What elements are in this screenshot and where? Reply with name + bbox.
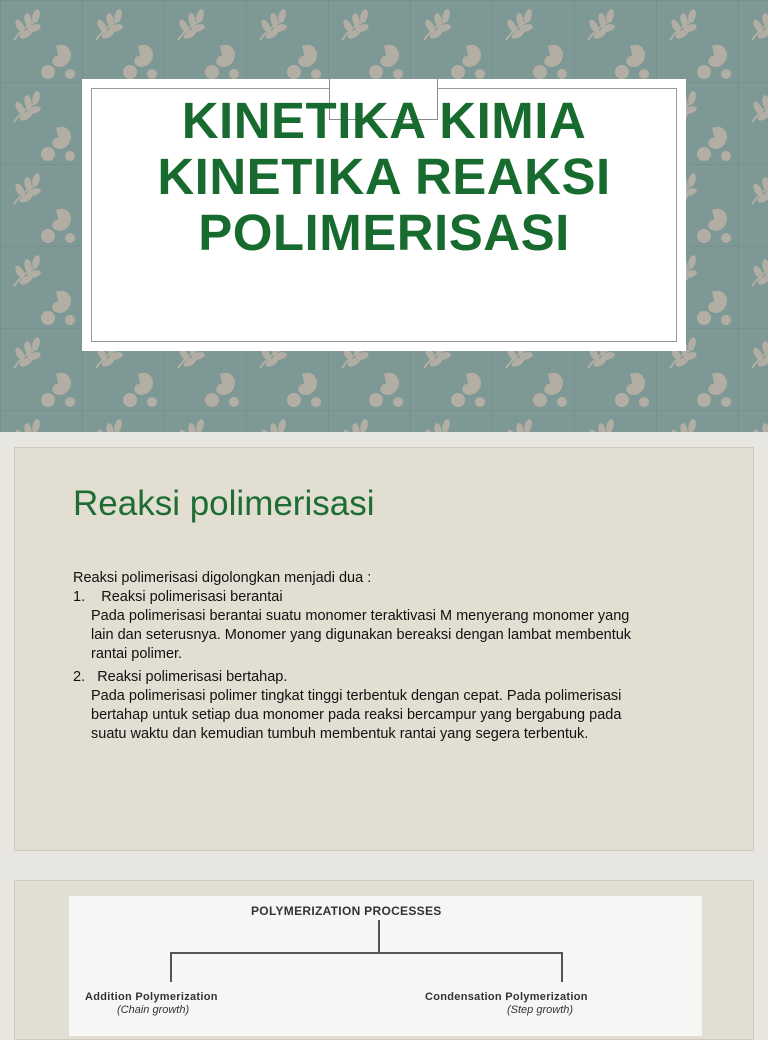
- diagram-slide: [14, 880, 754, 1040]
- title-line-2: KINETIKA REAKSI: [157, 148, 611, 205]
- diagram-left-sublabel: (Chain growth): [117, 1004, 190, 1016]
- list-title: Reaksi polimerisasi berantai: [101, 589, 283, 605]
- list-item-1-title: [73, 588, 703, 607]
- diagram-right-sublabel: (Step growth): [507, 1004, 574, 1016]
- diagram-root-label: POLYMERIZATION PROCESSES: [251, 904, 442, 918]
- title-slide: [0, 0, 768, 432]
- diagram-connector: [378, 920, 380, 952]
- diagram-connector: [170, 952, 172, 982]
- diagram-left-label: Addition Polymerization: [85, 991, 218, 1003]
- list-title: Reaksi polimerisasi bertahap.: [97, 669, 288, 685]
- title-line-3: POLIMERISASI: [198, 204, 570, 261]
- slide-heading: Reaksi polimerisasi: [73, 484, 375, 523]
- list-item-2-title: [73, 668, 703, 687]
- diagram-connector: [170, 952, 562, 954]
- polymerization-diagram: [69, 896, 702, 1036]
- diagram-connector: [561, 952, 563, 982]
- list-item-1-line: Pada polimerisasi berantai suatu monomer teraktivasi M menyerang monomer yang: [91, 608, 630, 624]
- intro-text: Reaksi polimerisasi digolongkan menjadi dua :: [73, 570, 372, 586]
- slide-body: [73, 569, 703, 744]
- content-slide: [14, 447, 754, 851]
- title-box: [82, 79, 686, 351]
- title-line-1: KINETIKA KIMIA: [181, 92, 587, 149]
- list-item-1-line: rantai polimer.: [91, 646, 183, 662]
- list-item-1-line: lain dan seterusnya. Monomer yang digunakan bereaksi dengan lambat membentuk: [91, 627, 632, 643]
- list-number: 2.: [73, 669, 86, 685]
- list-number: 1.: [73, 589, 86, 605]
- slide-title: [82, 93, 686, 261]
- list-item-2-line: Pada polimerisasi polimer tingkat tinggi terbentuk dengan cepat. Pada polimerisasi: [91, 688, 622, 704]
- list-item-2-line: bertahap untuk setiap dua monomer pada reaksi bercampur yang bergabung pada: [91, 707, 622, 723]
- list-item-2-line: suatu waktu dan kemudian tumbuh membentuk rantai yang segera terbentuk.: [91, 726, 589, 742]
- diagram-right-label: Condensation Polymerization: [425, 991, 588, 1003]
